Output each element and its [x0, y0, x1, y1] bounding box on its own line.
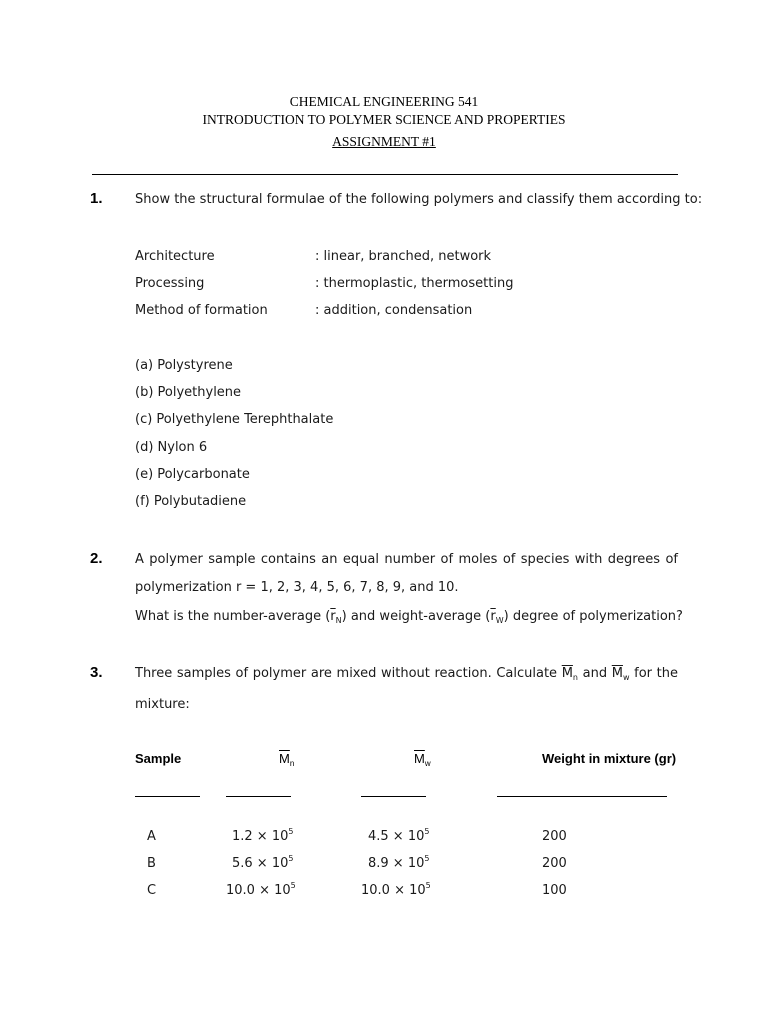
polymer-item: (f) Polybutadiene [135, 494, 247, 509]
question-1-number: 1. [90, 190, 103, 207]
sample-underline [135, 796, 200, 797]
header-mn-symbol: $\overline{M}$ [279, 751, 290, 766]
header-mw-subscript: w [424, 759, 431, 768]
table-cell-mn [226, 883, 296, 898]
table-cell-mw [368, 829, 429, 844]
polymer-item: (a) Polystyrene [135, 358, 233, 373]
mn-value: 10.0 × 10 [226, 883, 291, 898]
q3-text-a: Three samples of polymer are mixed without reaction. Calculate [135, 666, 562, 681]
table-cell-sample: C [147, 883, 157, 898]
mw-value: 10.0 × 10 [361, 883, 426, 898]
question-3-line-2: mixture: [135, 697, 190, 712]
mn-value: 1.2 × 10 [232, 829, 289, 844]
mw-underline [361, 796, 426, 797]
mw-value: 4.5 × 10 [368, 829, 425, 844]
criteria-value-processing: : thermoplastic, thermosetting [315, 276, 514, 291]
mn-symbol: $\overline{M}$ [561, 666, 573, 681]
mw-exponent: 5 [425, 881, 431, 890]
table-header-mn [279, 751, 294, 766]
table-cell-sample: A [147, 829, 156, 844]
question-3-line-1 [135, 666, 678, 681]
rn-symbol: $\overline{r}$ [330, 609, 336, 624]
criteria-value-architecture: : linear, branched, network [315, 249, 492, 264]
table-cell-weight: 200 [542, 829, 567, 844]
header-mw-symbol: $\overline{M}$ [414, 751, 425, 766]
mn-value: 5.6 × 10 [232, 856, 289, 871]
table-header-sample: Sample [135, 751, 182, 766]
question-2-number: 2. [90, 550, 103, 567]
mw-exponent: 5 [424, 854, 430, 863]
mw-exponent: 5 [424, 827, 430, 836]
polymer-item: (c) Polyethylene Terephthalate [135, 412, 334, 427]
q2-text-c: ) degree of polymerization? [503, 609, 683, 624]
mn-underline [226, 796, 291, 797]
polymer-item: (e) Polycarbonate [135, 467, 250, 482]
table-header-mw [414, 751, 431, 766]
q3-text-b: for the [629, 666, 678, 681]
table-cell-mn [232, 856, 293, 871]
table-cell-weight: 200 [542, 856, 567, 871]
rn-subscript: N [335, 616, 342, 625]
question-2-line-1: A polymer sample contains an equal number of moles of species with degrees of [135, 552, 678, 567]
assignment-heading [0, 134, 768, 150]
header-mn-subscript: n [289, 759, 295, 768]
table-cell-sample: B [147, 856, 156, 871]
question-3-number: 3. [90, 664, 103, 681]
mn-subscript: n [572, 673, 578, 682]
criteria-label-architecture: Architecture [135, 249, 215, 264]
q2-text-a: What is the number-average ( [135, 609, 331, 624]
document-title: INTRODUCTION TO POLYMER SCIENCE AND PROPERTIES [202, 112, 566, 127]
mw-subscript: w [622, 673, 630, 682]
question-2-line-3 [135, 609, 683, 624]
header-divider [92, 174, 678, 175]
question-1-prompt: Show the structural formulae of the following polymers and classify them according to: [135, 192, 703, 207]
rw-subscript: W [495, 616, 504, 625]
mn-exponent: 5 [288, 854, 294, 863]
table-cell-mw [368, 856, 429, 871]
rw-symbol: $\overline{r}$ [490, 609, 496, 624]
mn-exponent: 5 [288, 827, 294, 836]
table-cell-mn [232, 829, 293, 844]
assignment-label: ASSIGNMENT #1 [332, 134, 436, 149]
mw-symbol: $\overline{M}$ [611, 666, 623, 681]
course-title: CHEMICAL ENGINEERING 541 [289, 94, 479, 109]
criteria-label-processing: Processing [135, 276, 205, 291]
q3-text-and: and [578, 666, 612, 681]
criteria-value-method: : addition, condensation [315, 303, 473, 318]
criteria-label-method: Method of formation [135, 303, 268, 318]
table-header-weight: Weight in mixture (gr) [542, 751, 677, 766]
q2-text-b: ) and weight-average ( [341, 609, 491, 624]
table-cell-mw [361, 883, 431, 898]
table-cell-weight: 100 [542, 883, 567, 898]
question-2-line-2: polymerization r = 1, 2, 3, 4, 5, 6, 7, 8, 9, and 10. [135, 580, 459, 595]
mw-value: 8.9 × 10 [368, 856, 425, 871]
polymer-item: (b) Polyethylene [135, 385, 242, 400]
weight-underline [497, 796, 667, 797]
polymer-item: (d) Nylon 6 [135, 440, 208, 455]
mn-exponent: 5 [290, 881, 296, 890]
